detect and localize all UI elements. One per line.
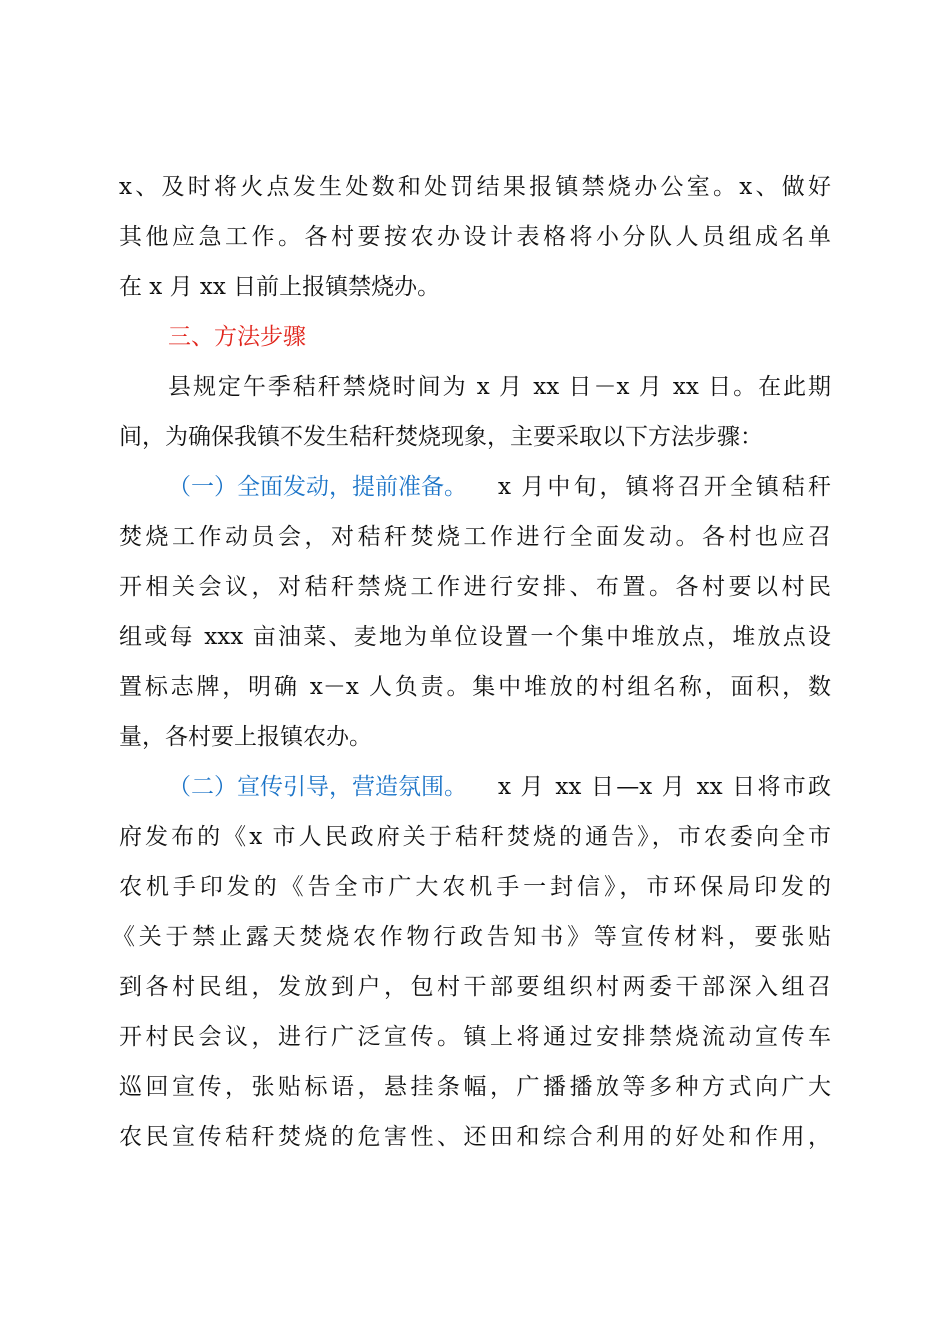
- section-heading: 三、方法步骤: [168, 324, 306, 350]
- paragraph-line: 到各村民组，发放到户，包村干部要组织村两委干部深入组召: [119, 974, 831, 1000]
- subsection-first-line: （一）全面发动，提前准备。 x 月中旬，镇将召开全镇秸秆: [0, 462, 950, 512]
- paragraph-line: 农民宣传秸秆焚烧的危害性、还田和综合利用的好处和作用，: [119, 1124, 831, 1150]
- paragraph-line: 《关于禁止露天焚烧农作物行政告知书》等宣传材料，要张贴: [112, 924, 831, 950]
- paragraph-line: 巡回宣传，张贴标语，悬挂条幅，广播播放等多种方式向广大: [119, 1074, 831, 1100]
- subsection-heading: （二）宣传引导，营造氛围。: [168, 774, 467, 800]
- paragraph-line: 农机手印发的《告全市广大农机手一封信》，市环保局印发的: [119, 874, 831, 900]
- paragraph-line: 置标志牌，明确 x－x 人负责。集中堆放的村组名称，面积，数: [119, 674, 831, 700]
- paragraph-line: 在 x 月 xx 日前上报镇禁烧办。: [119, 274, 441, 300]
- paragraph-line: 间，为确保我镇不发生秸秆焚烧现象，主要采取以下方法步骤：: [119, 424, 763, 450]
- paragraph-line: 焚烧工作动员会，对秸秆焚烧工作进行全面发动。各村也应召: [119, 524, 831, 550]
- paragraph-line: 开村民会议，进行广泛宣传。镇上将通过安排禁烧流动宣传车: [119, 1024, 831, 1050]
- paragraph-line: 量，各村要上报镇农办。: [119, 724, 372, 750]
- paragraph-line: 组或每 xxx 亩油菜、麦地为单位设置一个集中堆放点，堆放点设: [119, 624, 831, 650]
- paragraph-line: 府发布的《x 市人民政府关于秸秆焚烧的通告》，市农委向全市: [119, 824, 831, 850]
- paragraph-line: 县规定午季秸秆禁烧时间为 x 月 xx 日－x 月 xx 日。在此期: [168, 374, 831, 400]
- paragraph-line: 其他应急工作。各村要按农办设计表格将小分队人员组成名单: [119, 224, 831, 250]
- paragraph-line: 开相关会议，对秸秆禁烧工作进行安排、布置。各村要以村民: [119, 574, 831, 600]
- paragraph-line: x、及时将火点发生处数和处罚结果报镇禁烧办公室。x、做好: [119, 174, 831, 200]
- subsection-first-line: （二）宣传引导，营造氛围。 x 月 xx 日—x 月 xx 日将市政: [0, 762, 950, 812]
- subsection-heading: （一）全面发动，提前准备。: [168, 474, 467, 500]
